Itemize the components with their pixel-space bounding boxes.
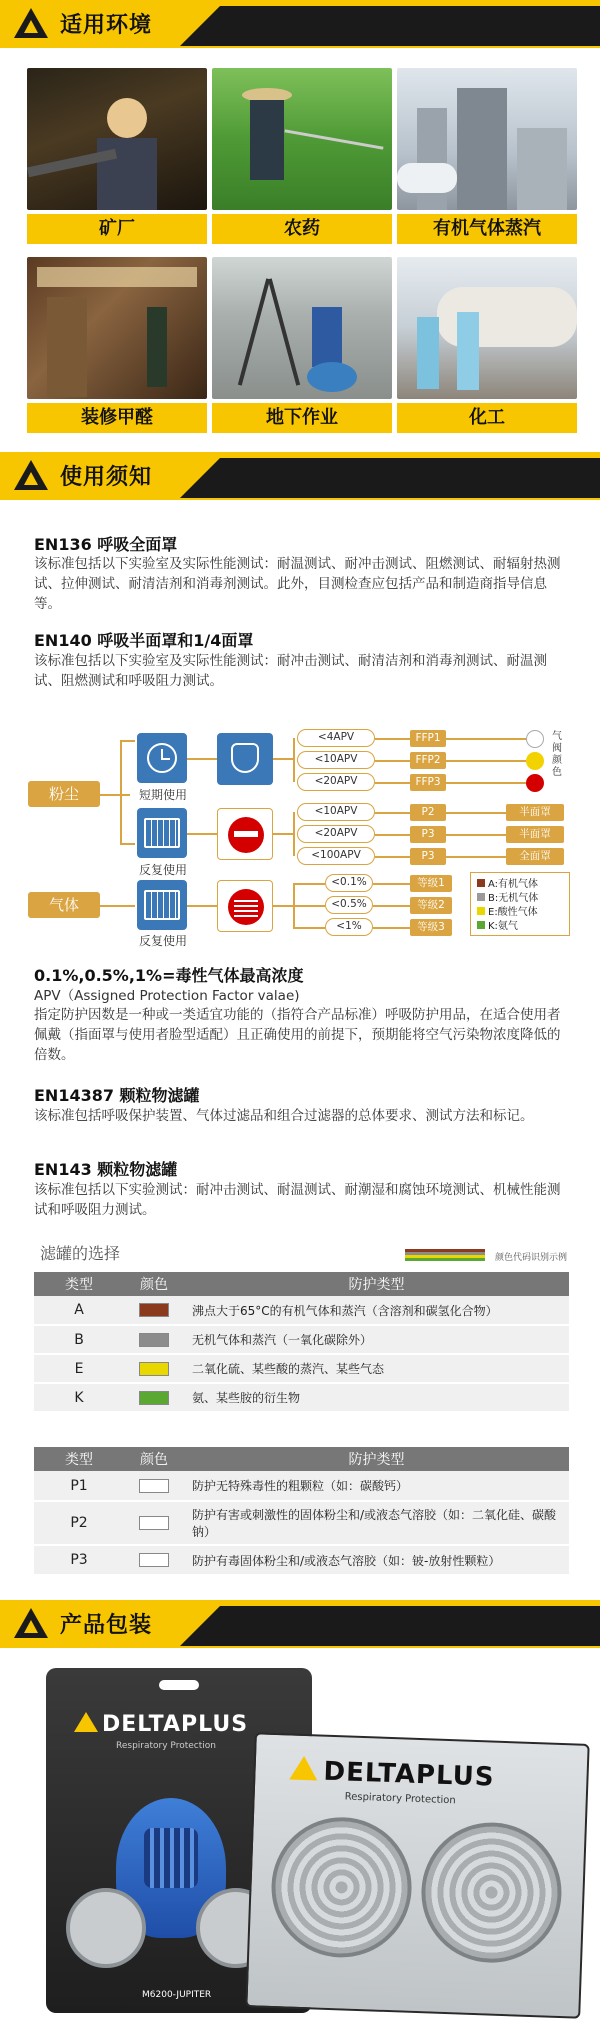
- col-color: 颜色: [124, 1447, 184, 1471]
- reuse-calendar-icon: [137, 808, 187, 858]
- env-label-pesticide: 农药: [212, 214, 392, 244]
- model-label: M6200-JUPITER: [142, 1990, 212, 2000]
- color-swatch: [139, 1303, 169, 1317]
- en136-body: 该标准包括以下实验室及实际性能测试：耐温测试、耐冲击测试、阻燃测试、耐辐射热测试、拉伸测试、耐清洁剂和消毒剂测试。此外，目测检查应包括产品和制造商指导信息等。: [34, 556, 561, 612]
- table-row: P3 防护有毒固体粉尘和/或液态气溶胶（如：铍-放射性颗粒）: [34, 1545, 569, 1575]
- legend-swatch-a: [477, 879, 485, 887]
- env-label-chemical: 化工: [397, 403, 577, 433]
- en143-body: 该标准包括以下实验测试：耐冲击测试、耐温测试、耐潮湿和腐蚀环境测试、机械性能测试和呼吸阻力测试。: [34, 1182, 561, 1218]
- gas-class-1: 等级1: [410, 875, 452, 892]
- legend-swatch-e: [477, 907, 485, 915]
- reuse-caption-2: 反复使用: [139, 934, 188, 948]
- photo-pesticide: [212, 68, 392, 210]
- brand-name: DELTAPLUS: [102, 1712, 249, 1737]
- color-code-note: 颜色代码识别示例: [495, 1253, 568, 1263]
- p-apv-3: <100APV: [297, 847, 375, 865]
- hang-hole: [159, 1680, 199, 1690]
- section-title: 产品包装: [60, 1613, 153, 1638]
- valve-color-yellow: [526, 752, 544, 770]
- en143-title: EN143 颗粒物滤罐: [34, 1160, 178, 1179]
- en140-title: EN140 呼吸半面罩和1/4面罩: [34, 631, 254, 650]
- dust-label: 粉尘: [28, 781, 100, 807]
- deltaplus-logo-triangle-icon: [74, 1712, 98, 1732]
- short-use-clock-icon: [137, 733, 187, 783]
- brand-name-2: DELTAPLUS: [323, 1756, 495, 1793]
- p-class-2: P3: [410, 826, 446, 843]
- col-type: 类型: [34, 1447, 124, 1471]
- photo-organic-gas: [397, 68, 577, 210]
- concentration-title: 0.1%,0.5%,1%=毒性气体最高浓度: [34, 966, 304, 985]
- table-row: E 二氧化硫、某些酸的蒸汽、某些气态: [34, 1354, 569, 1383]
- brand-subtitle-2: Respiratory Protection: [344, 1791, 456, 1807]
- apv-line: APV（Assigned Protection Factor valae): [34, 988, 300, 1004]
- color-swatch: [139, 1362, 169, 1376]
- p-mask-1: 半面罩: [506, 804, 564, 821]
- gas-legend: A:有机气体 B:无机气体 E:酸性气体 K:氨气: [470, 872, 570, 936]
- color-swatch: [139, 1479, 169, 1493]
- cartridge-image-right: [419, 1820, 564, 1965]
- photo-underground: [212, 257, 392, 399]
- section-title: 适用环境: [60, 13, 153, 38]
- gas-conc-3: <1%: [325, 918, 373, 936]
- table-row: P2 防护有害或刺激性的固体粉尘和/或液态气溶胶（如：二氧化硅、碳酸钠）: [34, 1501, 569, 1545]
- color-code-bars: [405, 1249, 485, 1261]
- en14387-title: EN14387 颗粒物滤罐: [34, 1086, 200, 1105]
- env-label-decoration: 装修甲醛: [27, 403, 207, 433]
- p-class-1: P2: [410, 804, 446, 821]
- valve-color-white: [526, 730, 544, 748]
- ffp-class-1: FFP1: [410, 730, 446, 747]
- p-class-3: P3: [410, 848, 446, 865]
- env-label-organic-gas: 有机气体蒸汽: [397, 214, 577, 244]
- col-color: 颜色: [124, 1272, 184, 1296]
- photo-decoration: [27, 257, 207, 399]
- col-protect: 防护类型: [184, 1447, 569, 1471]
- package-cartridges: [245, 1732, 589, 2019]
- short-use-caption: 短期使用: [139, 788, 188, 802]
- brand-subtitle: Respiratory Protection: [116, 1741, 216, 1751]
- particle-filter-table: [34, 1447, 569, 1576]
- table-row: B 无机气体和蒸汽（一氧化碳除外）: [34, 1325, 569, 1354]
- gas-conc-1: <0.1%: [325, 874, 373, 892]
- apv-body: 指定防护因数是一种或一类适宜功能的（指符合产品标准）呼吸防护用品，在适合使用者佩戴（指面罩与使用者脸型适配）且正确使用的前提下，预期能将空气污染物浓度降低的倍数。: [34, 1007, 561, 1063]
- reuse-calendar-icon-2: [137, 880, 187, 930]
- half-mask-image: [66, 1788, 266, 1998]
- table-row: K 氨、某些胺的衍生物: [34, 1383, 569, 1412]
- legend-swatch-b: [477, 893, 485, 901]
- table-row: P1 防护无特殊毒性的粗颗粒（如：碳酸钙）: [34, 1471, 569, 1501]
- section-title: 使用须知: [60, 465, 153, 490]
- col-type: 类型: [34, 1272, 124, 1296]
- deltaplus-logo-triangle-icon-2: [289, 1755, 318, 1780]
- legend-swatch-k: [477, 921, 485, 929]
- en140-body: 该标准包括以下实验室及实际性能测试：耐冲击测试、耐清洁剂和消毒剂测试、耐温测试、阻燃测试和呼吸阻力测试。: [34, 653, 547, 689]
- en14387-body: 该标准包括呼吸保护装置、气体过滤品和组合过滤器的总体要求、测试方法和标记。: [34, 1108, 534, 1124]
- p-mask-2: 半面罩: [506, 826, 564, 843]
- gas-class-3: 等级3: [410, 919, 452, 936]
- en136-title: EN136 呼吸全面罩: [34, 535, 178, 554]
- col-protect: 防护类型: [184, 1272, 569, 1296]
- mask-icon: [217, 733, 273, 785]
- env-label-mine: 矿厂: [27, 214, 207, 244]
- section-header-instructions: [0, 452, 600, 500]
- photo-mine: [27, 68, 207, 210]
- cartridge-gas-icon: [217, 880, 273, 932]
- cartridge-image-left: [269, 1815, 414, 1960]
- color-swatch: [139, 1333, 169, 1347]
- filter-selection-title: 滤罐的选择: [40, 1244, 121, 1263]
- ffp-apv-2: <10APV: [297, 751, 375, 769]
- table-row: A 沸点大于65°C的有机气体和蒸汽（含溶剂和碳氢化合物）: [34, 1296, 569, 1325]
- color-swatch: [139, 1516, 169, 1530]
- valve-color-red: [526, 774, 544, 792]
- ffp-apv-3: <20APV: [297, 773, 375, 791]
- gas-filter-table: [34, 1272, 569, 1413]
- ffp-class-2: FFP2: [410, 752, 446, 769]
- ffp-apv-1: <4APV: [297, 729, 375, 747]
- gas-class-2: 等级2: [410, 897, 452, 914]
- gas-conc-2: <0.5%: [325, 896, 373, 914]
- valve-color-label: 气 阀 颜 色: [552, 731, 562, 778]
- p-apv-2: <20APV: [297, 825, 375, 843]
- reuse-caption-1: 反复使用: [139, 863, 188, 877]
- p-mask-3: 全面罩: [506, 848, 564, 865]
- p-apv-1: <10APV: [297, 803, 375, 821]
- ffp-class-3: FFP3: [410, 774, 446, 791]
- env-label-underground: 地下作业: [212, 403, 392, 433]
- gas-label: 气体: [28, 892, 100, 918]
- color-swatch: [139, 1553, 169, 1567]
- photo-chemical: [397, 257, 577, 399]
- cartridge-red-icon: [217, 808, 273, 860]
- color-swatch: [139, 1391, 169, 1405]
- section-header-packaging: [0, 1600, 600, 1648]
- section-header-environment: [0, 0, 600, 48]
